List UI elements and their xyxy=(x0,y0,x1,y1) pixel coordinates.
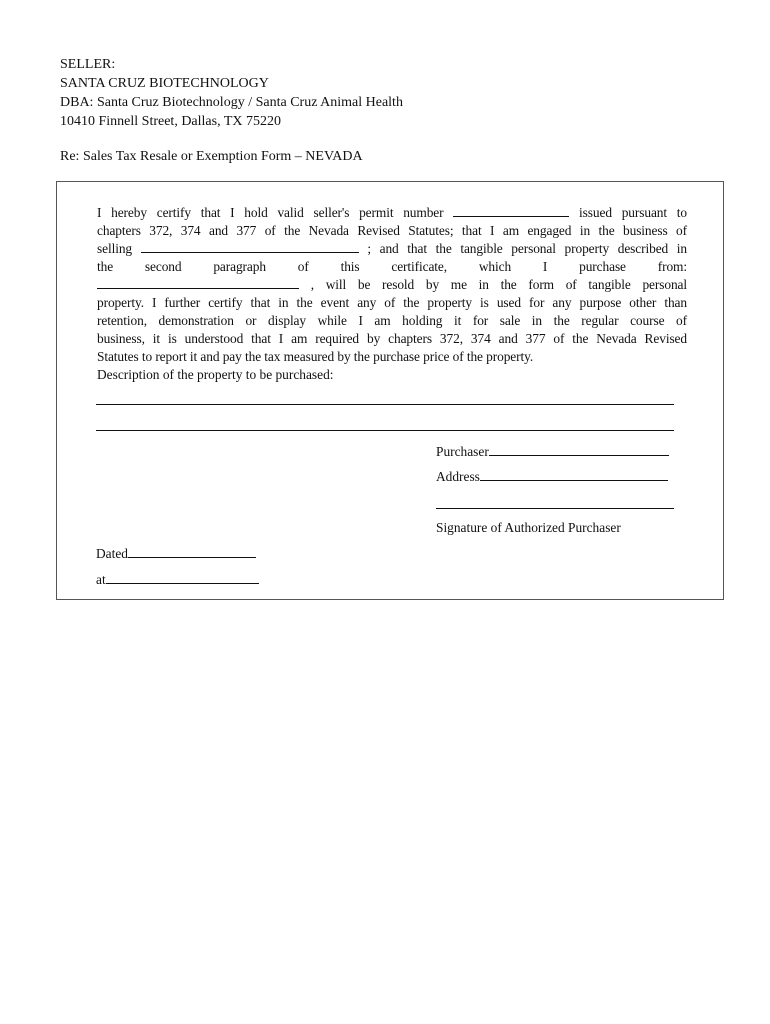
description-line-1[interactable] xyxy=(96,404,674,405)
dated-line[interactable] xyxy=(128,545,256,558)
cert-line: Statutes to report it and pay the tax measured by the purchase price of the property. xyxy=(97,349,534,364)
certificate-text xyxy=(97,204,687,366)
purchaser-line[interactable] xyxy=(489,443,669,456)
signature-label: Signature of Authorized Purchaser xyxy=(436,520,621,535)
signature-line[interactable] xyxy=(436,508,674,509)
dated-label: Dated xyxy=(96,546,128,561)
dated-field xyxy=(96,545,256,562)
cert-line: property. I further certify that in the event any of the property is used for any purpose other than xyxy=(97,295,687,310)
address-label: Address xyxy=(436,469,480,484)
description-label: Description of the property to be purchased: xyxy=(97,367,334,382)
seller-dba: DBA: Santa Cruz Biotechnology / Santa Cruz Animal Health xyxy=(60,95,403,110)
cert-line: retention, demonstration or display while I am holding it for sale in the regular course of xyxy=(97,313,687,328)
business-type-blank[interactable] xyxy=(141,240,359,253)
vendor-name-blank[interactable] xyxy=(97,276,299,289)
purchaser-label: Purchaser xyxy=(436,444,489,459)
permit-number-blank[interactable] xyxy=(453,204,569,217)
seller-block xyxy=(60,55,403,131)
address-field xyxy=(436,468,668,485)
at-line[interactable] xyxy=(106,571,259,584)
re-line: Re: Sales Tax Resale or Exemption Form – NEVADA xyxy=(60,149,363,164)
cert-line: , will be resold by me in the form of tangible personal xyxy=(97,276,687,294)
seller-name: SANTA CRUZ BIOTECHNOLOGY xyxy=(60,76,269,91)
cert-line: selling ; and that the tangible personal property described in xyxy=(97,241,687,256)
cert-line: business, it is understood that I am required by chapters 372, 374 and 377 of the Nevada Revised xyxy=(97,331,687,346)
address-line[interactable] xyxy=(480,468,668,481)
cert-line: chapters 372, 374 and 377 of the Nevada Revised Statutes; that I am engaged in the business of xyxy=(97,223,687,238)
seller-address: 10410 Finnell Street, Dallas, TX 75220 xyxy=(60,114,281,129)
seller-heading: SELLER: xyxy=(60,57,116,72)
purchaser-field xyxy=(436,443,669,460)
at-field xyxy=(96,571,259,588)
cert-line: the second paragraph of this certificate, which I purchase from: xyxy=(97,259,687,274)
cert-line: I hereby certify that I hold valid seller's permit number issued pursuant to xyxy=(97,205,687,220)
at-label: at xyxy=(96,572,106,587)
certificate-form-box xyxy=(56,181,724,600)
description-line-2[interactable] xyxy=(96,430,674,431)
